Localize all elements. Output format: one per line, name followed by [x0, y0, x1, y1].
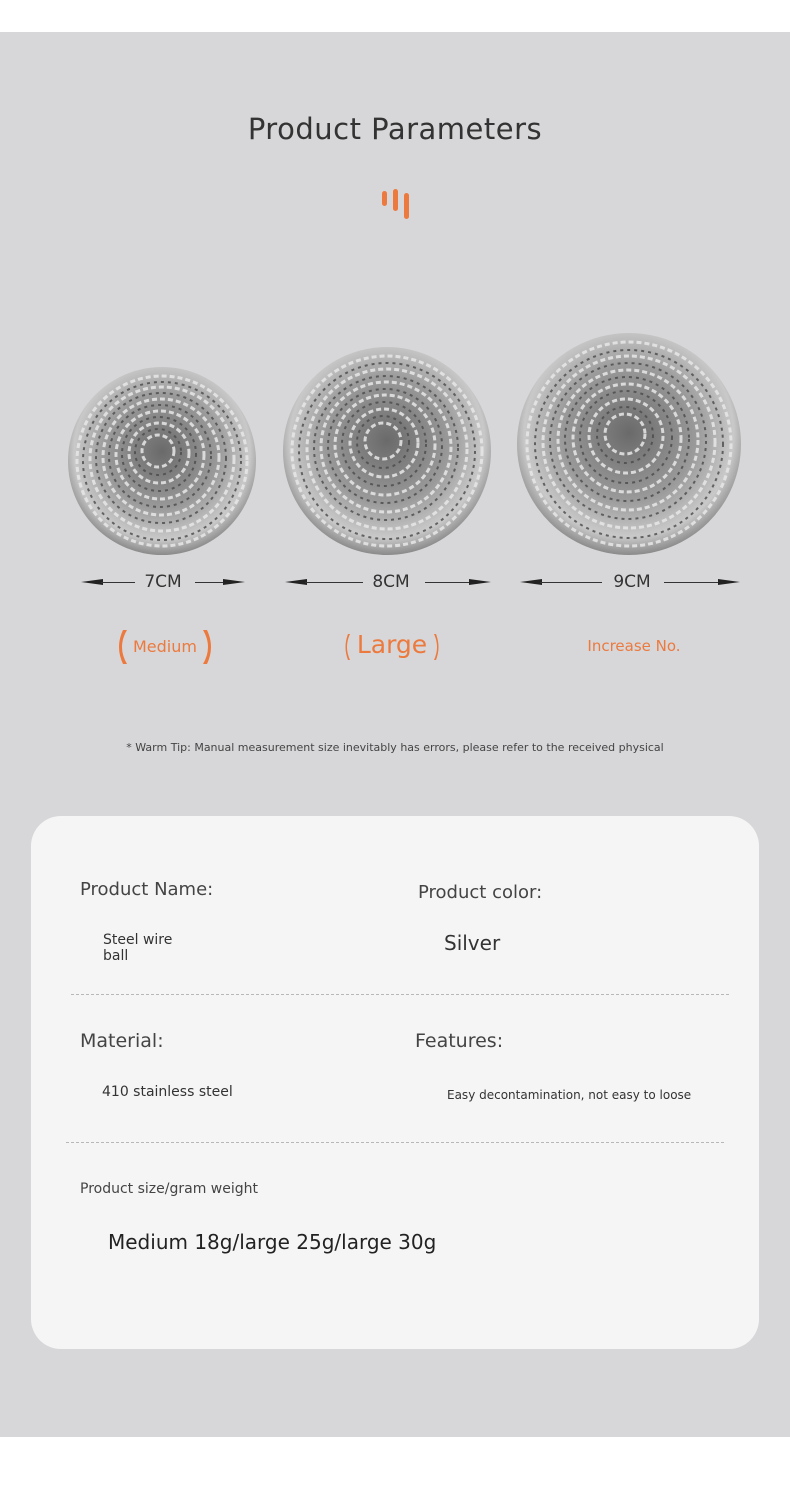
product-name-label: Product Name: [80, 879, 214, 900]
product-name-line-1: Steel wire [103, 932, 173, 948]
size-weight-label: Product size/gram weight [80, 1181, 258, 1197]
divider [71, 994, 729, 995]
features-label: Features: [415, 1030, 504, 1052]
product-name-value [103, 932, 172, 964]
size-weight-value: Medium 18g/large 25g/large 30g [108, 1230, 437, 1254]
divider [66, 1142, 724, 1143]
warm-tip: * Warm Tip: Manual measurement size inevitably has errors, please refer to the received physical [126, 741, 664, 754]
bracket-left-icon [117, 630, 127, 664]
dimension-label: 9CM [613, 572, 651, 592]
product-color-label: Product color: [418, 882, 543, 903]
dimension-7cm [81, 570, 245, 594]
material-label: Material: [80, 1030, 164, 1052]
dimension-label: 7CM [144, 572, 182, 592]
dimension-label: 8CM [372, 572, 410, 592]
bracket-right-icon [203, 630, 213, 664]
product-color-value: Silver [444, 931, 501, 955]
size-label: Large [356, 630, 428, 659]
dimension-9cm [520, 570, 740, 594]
parameters-card [31, 816, 759, 1349]
features-value: Easy decontamination, not easy to loose [447, 1088, 692, 1102]
steel-ball-increase-image [515, 331, 743, 557]
dimension-8cm [285, 570, 491, 594]
size-label: Medium [133, 637, 197, 656]
page-title: Product Parameters [247, 112, 543, 146]
bars-icon [382, 189, 410, 219]
product-name-line-2: ball [103, 948, 129, 964]
steel-ball-medium-image [66, 365, 258, 557]
material-value: 410 stainless steel [102, 1084, 233, 1100]
size-label: Increase No. [587, 637, 681, 655]
bracket-right-icon [434, 634, 440, 660]
steel-ball-large-image [281, 345, 493, 557]
